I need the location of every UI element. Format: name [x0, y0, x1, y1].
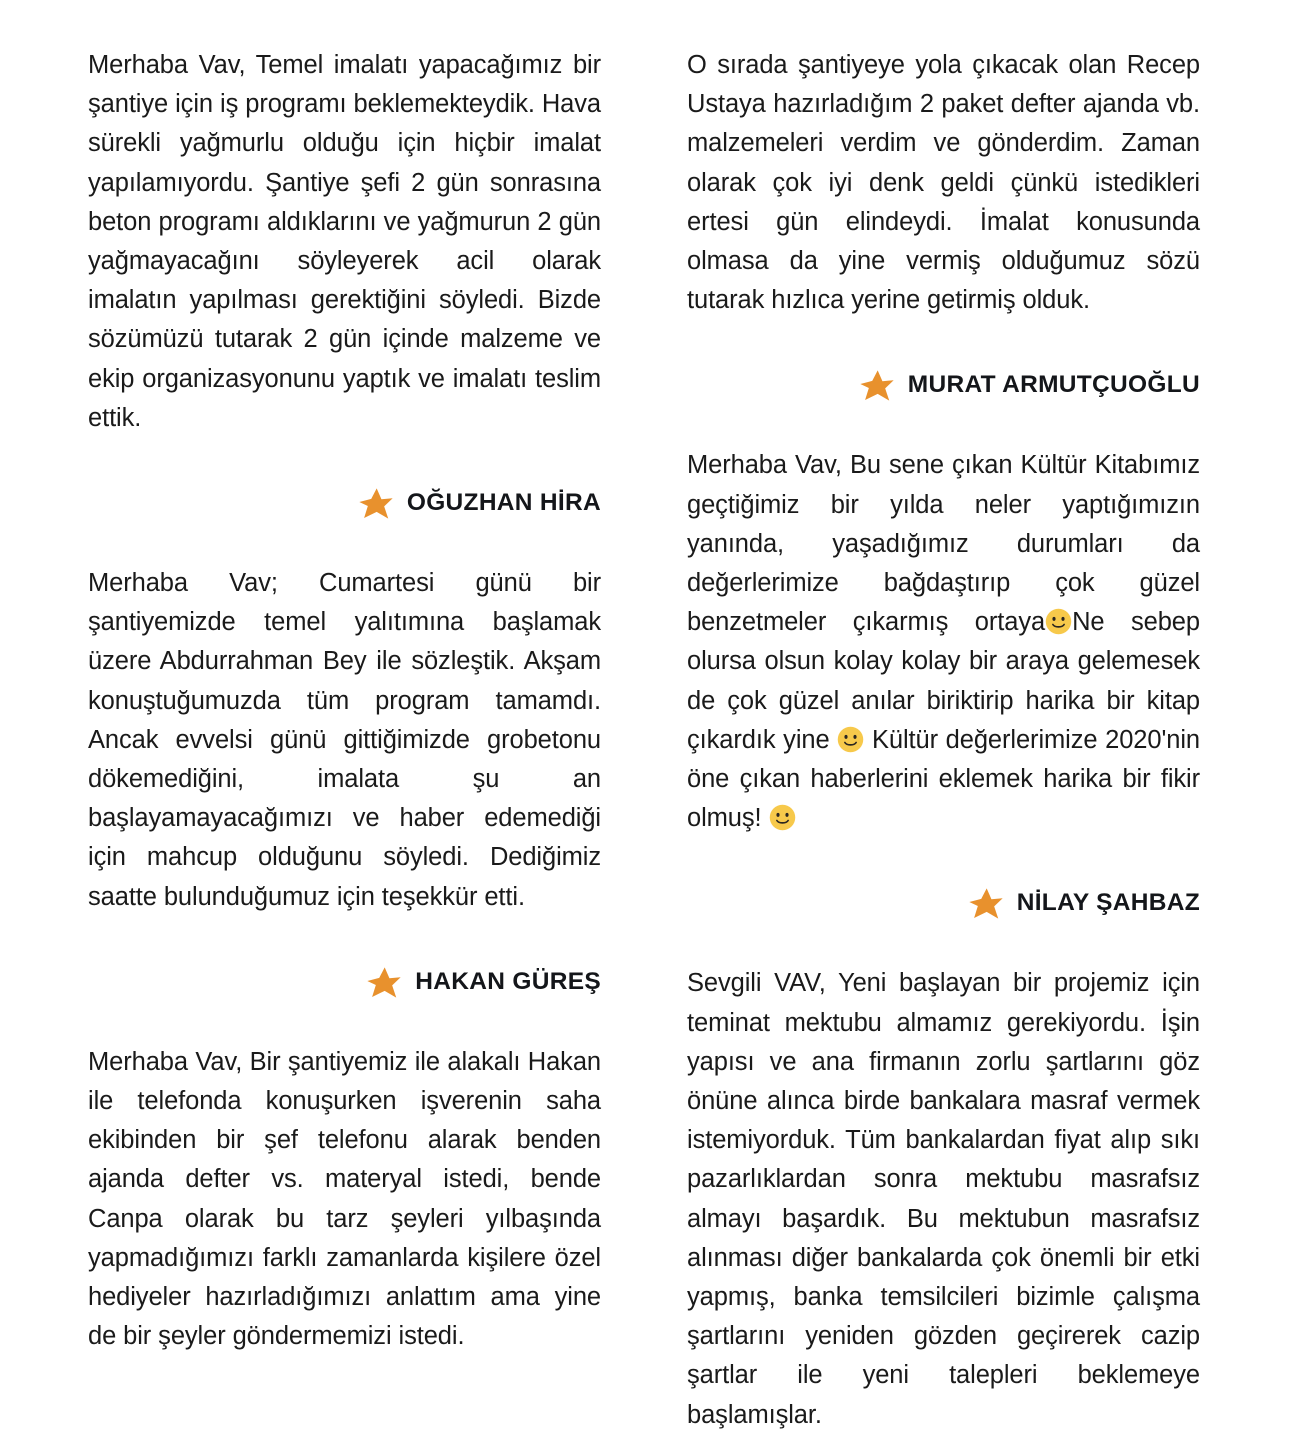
slightly-smiling-face-emoji: [769, 804, 796, 831]
testimonial-paragraph: [687, 446, 1200, 838]
right-column: [687, 46, 1200, 1435]
paragraph-text-segment: Merhaba Vav, Bu sene çıkan Kültür Kitabımız geçtiğimiz bir yılda neler yaptığımızın yanında, yaşadığımız durumları da değerlerimize bağdaştırıp çok güzel benzetmeler çıkarmış ortaya: [687, 451, 1200, 637]
author-name: HAKAN GÜREŞ: [415, 967, 601, 995]
paragraph-text-segment: Ne sebep olursa olsun kolay kolay bir araya gelemesek de çok güzel anılar biriktirip harika bir kitap çıkardık yine: [687, 608, 1200, 754]
testimonial-author-heading: [687, 368, 1200, 402]
slightly-smiling-face-emoji: [837, 726, 864, 753]
spacer: [88, 999, 601, 1043]
star-icon: [359, 487, 393, 521]
spacer: [687, 402, 1200, 446]
testimonial-paragraph: O sırada şantiyeye yola çıkacak olan Recep Ustaya hazırladığım 2 paket defter ajanda vb. malzemeleri verdim ve gönderdim. Zaman olarak çok iyi denk geldi çünkü istedikleri ertesi gün elindeydi. İmalat konusunda olmasa da yine vermiş olduğumuz sözü tutarak hızlıca yerine getirmiş olduk.: [687, 51, 1200, 315]
testimonial-paragraph: Merhaba Vav; Cumartesi günü bir şantiyemizde temel yalıtımına başlamak üzere Abdurrahman Bey ile sözleştik. Akşam konuştuğumuzda tüm program tamamdı. Ancak evvelsi günü gittiğimizde grobetonu dökemediğini, imalata şu an başlayamayacağımızı ve haber edemediği için mahcup olduğunu söyledi. Dediğimiz saatte bulunduğumuz için teşekkür etti.: [88, 569, 601, 911]
testimonial-author-heading: [88, 486, 601, 520]
testimonial-author-heading: [88, 965, 601, 999]
left-column: [88, 46, 601, 1356]
author-name: NİLAY ŞAHBAZ: [1016, 889, 1200, 917]
author-name: MURAT ARMUTÇUOĞLU: [907, 371, 1200, 399]
spacer: [687, 838, 1200, 886]
star-icon: [860, 369, 894, 403]
testimonial-paragraph: Merhaba Vav, Temel imalatı yapacağımız bir şantiye için iş programı beklemekteydik. Hava sürekli yağmurlu olduğu için hiçbir imalat yapılamıyordu. Şantiye şefi 2 gün sonrasına beton programı aldıklarını ve yağmurun 2 gün yağmayacağını söyleyerek acil olarak imalatın yapılması gerektiğini söyledi. Bizde sözümüzü tutarak 2 gün içinde malzeme ve ekip organizasyonunu yaptık ve imalatı teslim ettik.: [88, 51, 601, 432]
spacer: [88, 438, 601, 486]
star-icon: [367, 966, 401, 1000]
testimonial-author-heading: [687, 886, 1200, 920]
spacer: [88, 917, 601, 965]
testimonial-paragraph: Merhaba Vav, Bir şantiyemiz ile alakalı Hakan ile telefonda konuşurken işverenin saha ekibinden bir şef telefonu alarak benden ajanda defter vs. materyal istedi, bende Canpa olarak bu tarz şeyleri yılbaşında yapmadığımızı farklı zamanlarda kişilere özel hediyeler hazırladığımızı anlattım ama yine de bir şeyler göndermemizi istedi.: [88, 1047, 601, 1351]
spacer: [88, 520, 601, 564]
spacer: [687, 320, 1200, 368]
paragraph-text-segment: Kültür değerlerimize 2020'nin öne çıkan haberlerini eklemek harika bir fikir olmuş!: [687, 725, 1200, 833]
star-icon: [969, 887, 1003, 921]
testimonial-paragraph: Sevgili VAV, Yeni başlayan bir projemiz için teminat mektubu almamız gerekiyordu. İşin yapısı ve ana firmanın zorlu şartlarını göz önüne alınca birde bankalara masraf vermek istemiyorduk. Tüm bankalardan fiyat alıp sıkı pazarlıklardan sonra mektubu masrafsız almayı başardık. Bu mektubun masrafsız alınması diğer bankalarda çok önemli bir etki yapmış, banka temsilcileri bizimle çalışma şartlarını yeniden gözden geçirerek cazip şartlar ile yeni talepleri beklemeye başlamışlar.: [687, 969, 1200, 1429]
slightly-smiling-face-emoji: [1045, 608, 1072, 635]
spacer: [687, 920, 1200, 964]
author-name: OĞUZHAN HİRA: [406, 488, 601, 516]
